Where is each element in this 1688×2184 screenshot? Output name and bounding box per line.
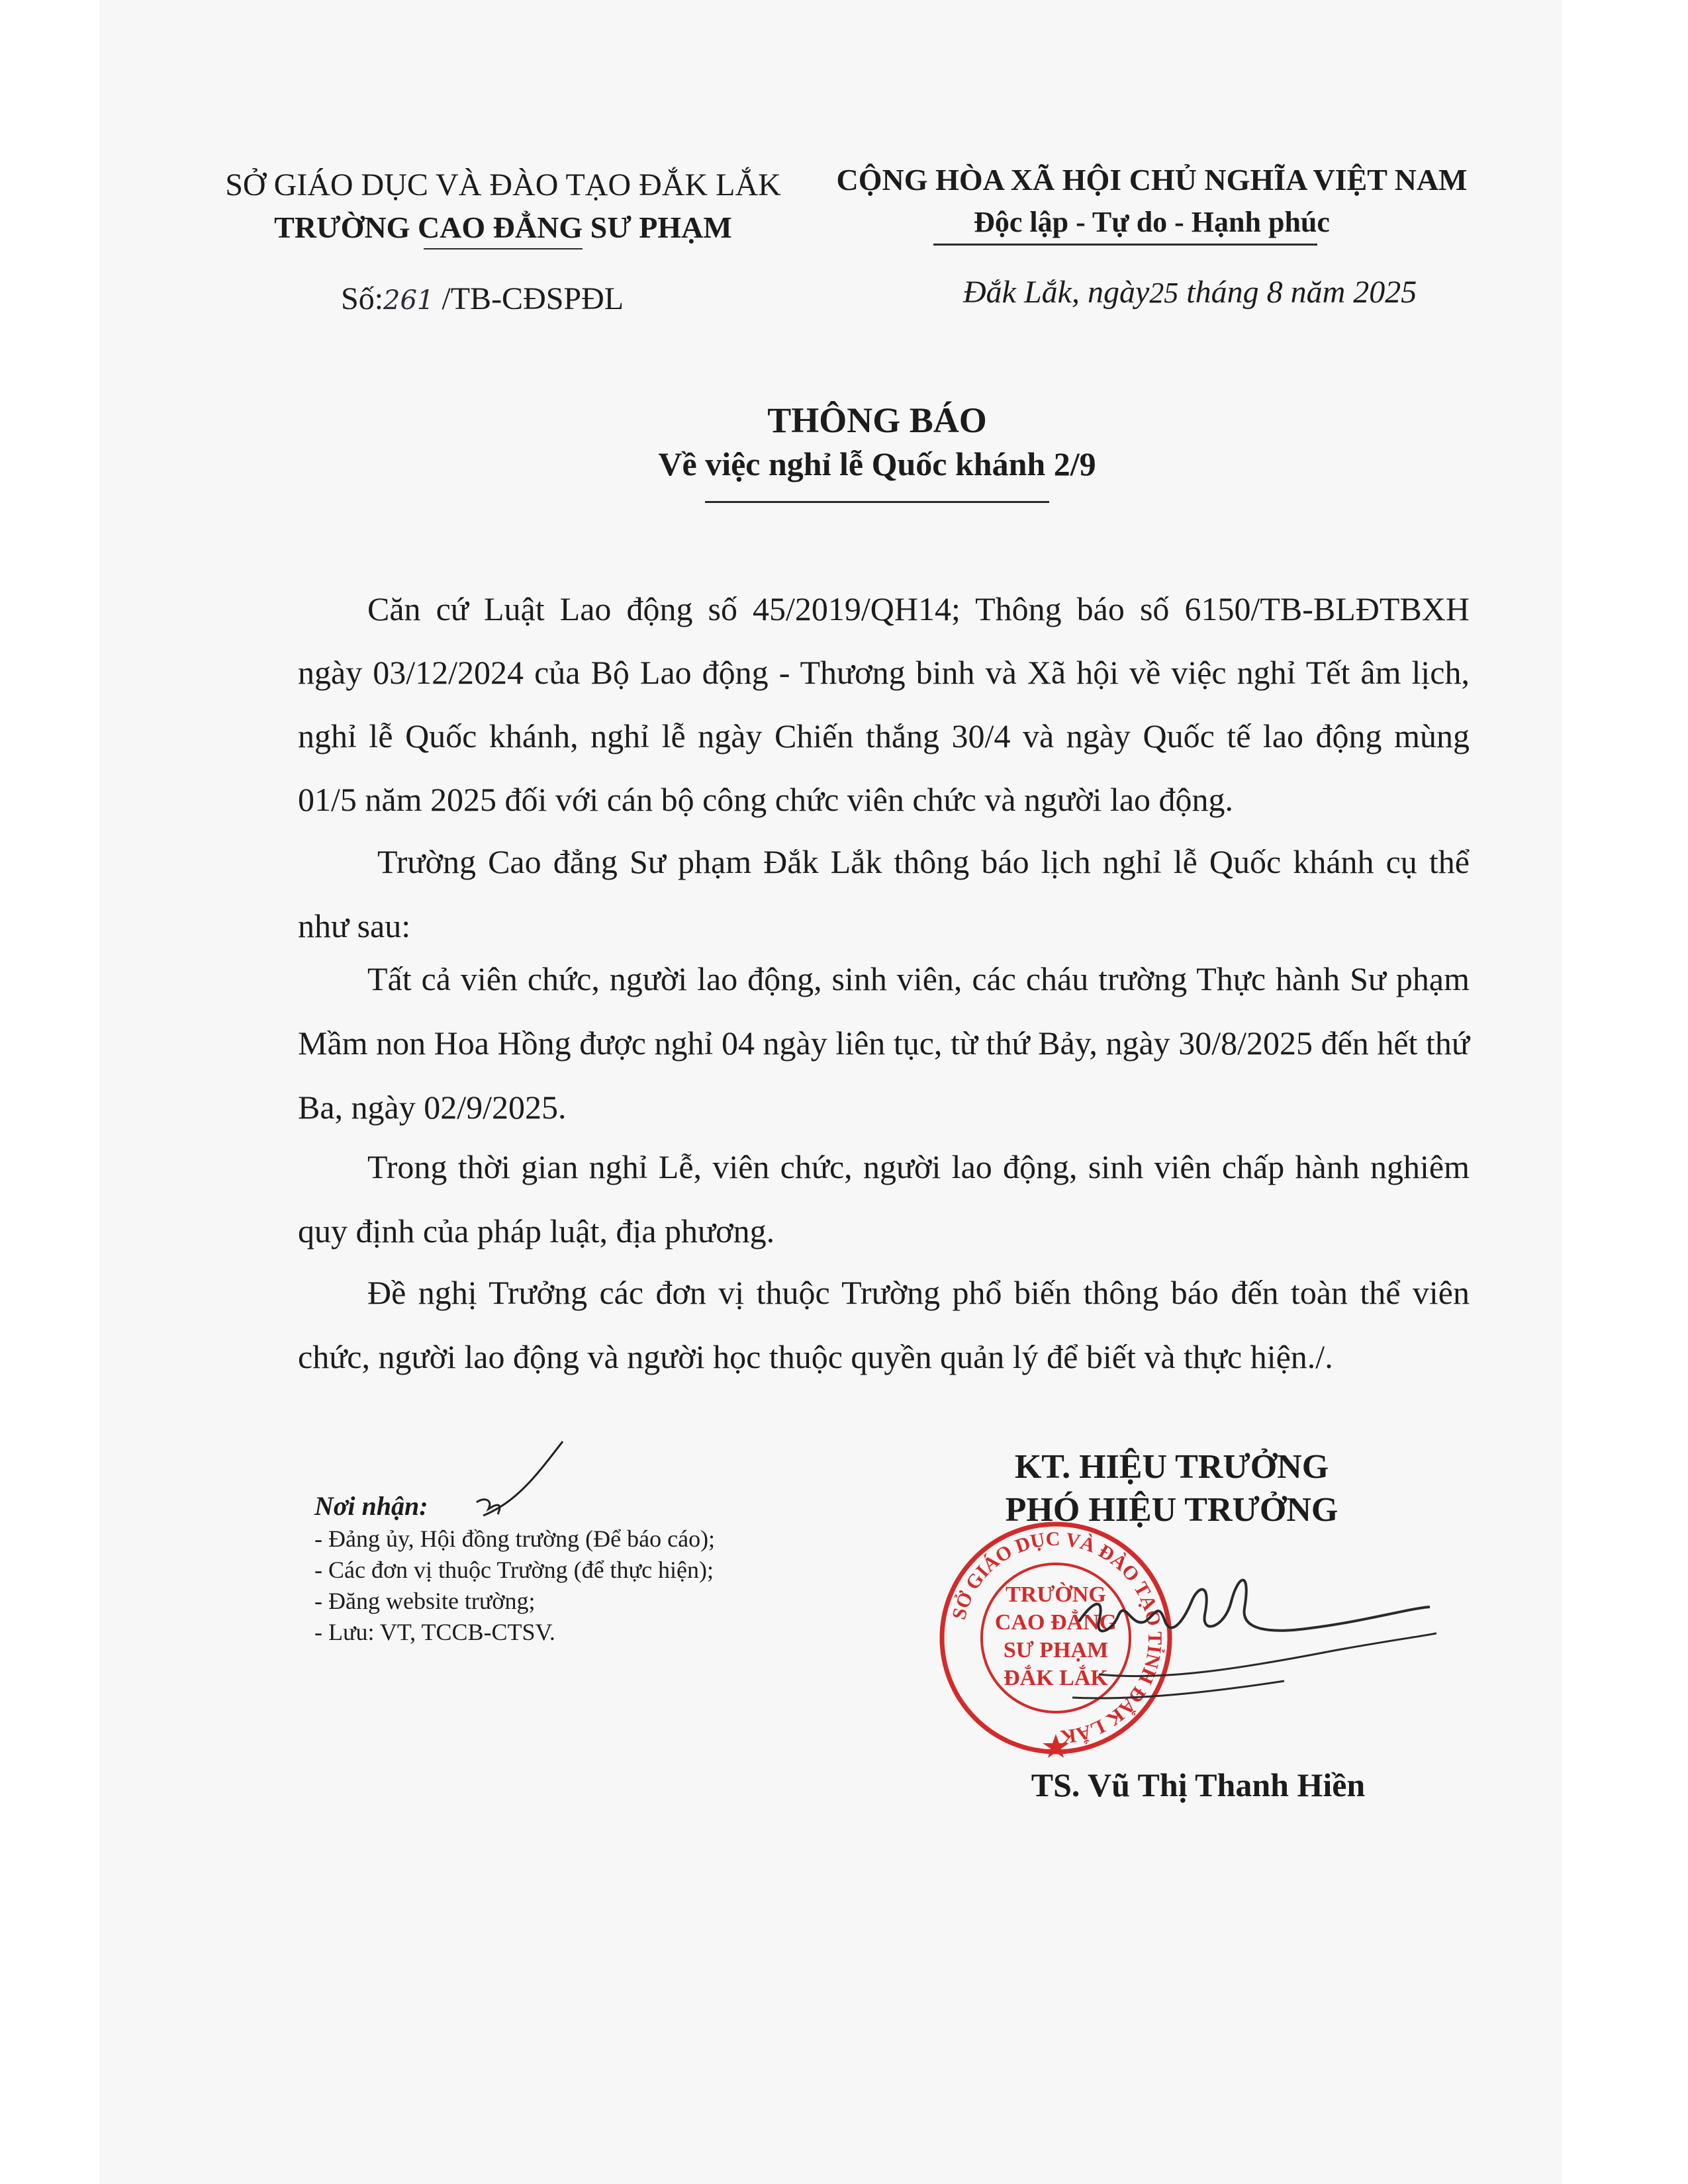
recipient-item: - Lưu: VT, TCCB-CTSV.	[314, 1619, 555, 1645]
notice-subheading: Về việc nghỉ lễ Quốc khánh 2/9	[658, 445, 1096, 482]
country-name: CỘNG HÒA XÃ HỘI CHỦ NGHĨA VIỆT NAM	[836, 163, 1468, 197]
handwritten-signature	[1033, 1522, 1509, 1741]
notice-heading: THÔNG BÁO	[767, 400, 987, 440]
date-suffix: tháng 8 năm 2025	[1186, 275, 1417, 310]
body-paragraph-3: Tất cả viên chức, người lao động, sinh viên, các cháu trường Thực hành Sư phạm Mầm non Hoa Hồng được nghỉ 04 ngày liên tục, từ thứ Bảy, ngày 30/8/2025 đến hết thứ Ba, ngày 02/9/2025.	[298, 960, 1470, 1126]
number-suffix: /TB-CĐSPĐL	[442, 281, 624, 316]
agency-underline	[424, 248, 583, 250]
signatory-title-2: PHÓ HIỆU TRƯỞNG	[1005, 1491, 1338, 1529]
recipient-item: - Các đơn vị thuộc Trường (để thực hiện);	[314, 1557, 714, 1583]
number-prefix: Số:	[341, 281, 384, 316]
initials-mark	[457, 1436, 576, 1529]
motto-underline	[933, 244, 1317, 246]
body-paragraph-1: Căn cứ Luật Lao động số 45/2019/QH14; Thông báo số 6150/TB-BLĐTBXH ngày 03/12/2024 của Bộ Lao động - Thương binh và Xã hội về việc nghỉ Tết âm lịch, nghỉ lễ Quốc khánh, nghỉ lễ ngày Chiến thắng 30/4 và ngày Quốc tế lao động mùng 01/5 năm 2025 đối với cán bộ công chức viên chức và người lao động.	[298, 590, 1470, 818]
document-number	[341, 278, 624, 322]
title-underline	[705, 501, 1049, 503]
seal-line-4: ĐẮK LẮK	[1004, 1666, 1108, 1690]
signatory-name: TS. Vũ Thị Thanh Hiền	[1031, 1766, 1366, 1803]
body-paragraph-4: Trong thời gian nghỉ Lễ, viên chức, người lao động, sinh viên chấp hành nghiêm quy định của pháp luật, địa phương.	[298, 1148, 1470, 1250]
seal-line-1: TRƯỜNG	[1006, 1582, 1106, 1607]
national-motto-block	[821, 159, 1483, 244]
agency-line-1: SỞ GIÁO DỤC VÀ ĐÀO TẠO ĐẮK LẮK	[225, 167, 781, 203]
recipients-block	[314, 1489, 910, 1648]
recipient-item: - Đảng ủy, Hội đồng trường (Để báo cáo);	[314, 1525, 716, 1552]
seal-line-3: SƯ PHẠM	[1003, 1638, 1109, 1662]
document-date	[963, 271, 1417, 314]
agency-line-2: TRƯỜNG CAO ĐẲNG SƯ PHẠM	[274, 210, 732, 244]
issuing-agency-block	[218, 164, 788, 249]
seal-ring-text: SỞ GIÁO DỤC VÀ ĐÀO TẠO TỈNH ĐẮK LẮK	[948, 1527, 1166, 1749]
body-paragraph-5: Đề nghị Trưởng các đơn vị thuộc Trường phổ biến thông báo đến toàn thể viên chức, người lao động và người học thuộc quyền quản lý để biết và thực hiện./.	[298, 1274, 1470, 1375]
recipients-label: Nơi nhận:	[314, 1491, 428, 1521]
date-prefix: Đắk Lắk, ngày	[963, 275, 1150, 310]
recipient-item: - Đăng website trường;	[314, 1588, 536, 1614]
signatory-title-1: KT. HIỆU TRƯỞNG	[1014, 1448, 1329, 1486]
body-paragraph-2: Trường Cao đẳng Sư phạm Đắk Lắk thông báo lịch nghỉ lễ Quốc khánh cụ thể như sau:	[298, 843, 1470, 944]
number-handwritten: 261	[383, 285, 434, 316]
date-day-handwritten: 25	[1149, 277, 1179, 309]
motto: Độc lập - Tự do - Hạnh phúc	[974, 206, 1330, 238]
seal-line-2: CAO ĐẲNG	[994, 1610, 1117, 1635]
